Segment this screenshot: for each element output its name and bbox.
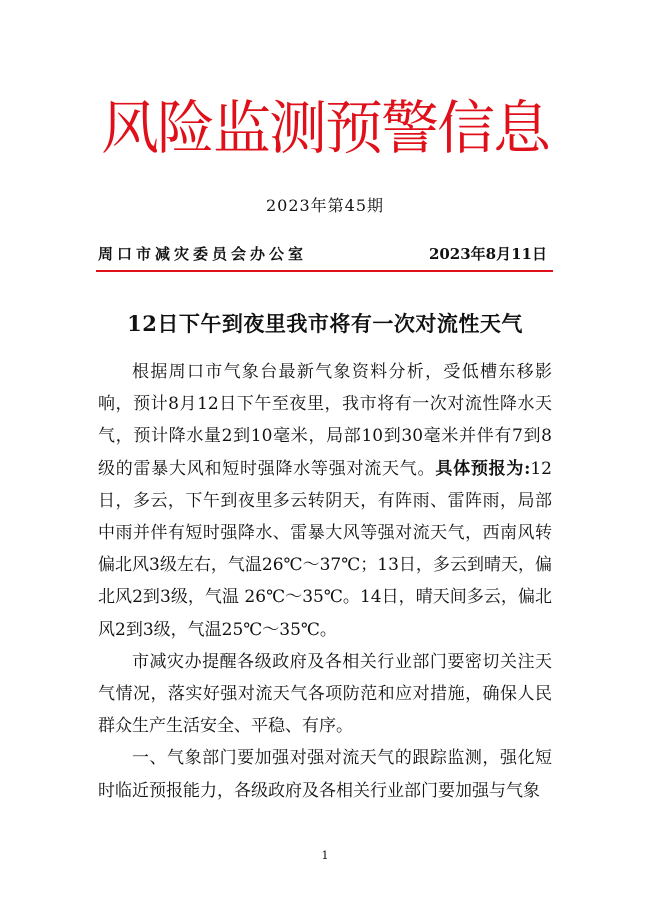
page-number: 1 [321, 849, 329, 862]
paragraph-forecast-summary: 根据周口市气象台最新气象资料分析，受低槽东移影响，预计8月12日下午至夜里，我市将有一次对流性降水天气，预计降水量2到10毫米，局部10到30毫米并伴有7到8级的雷暴大风和短时强降水等强对流天气。 [98, 362, 552, 479]
paragraph-reminder: 市减灾办提醒各级政府及各相关行业部门要密切关注天气情况，落实好强对流天气各项防范和应对措施，确保人民群众生产生活安全、平稳、有序。 [98, 651, 552, 737]
paragraph-forecast-details: 12日，多云，下午到夜里多云转阴天，有阵雨、雷阵雨，局部中雨并伴有短时强降水、雷暴大风等强对流天气，西南风转偏北风3级左右，气温26℃～37℃；13日，多云到晴天，偏北风2到3级，气温 26℃～35℃。14日，晴天间多云，偏北风2到3级，气温25℃～35℃。 [98, 458, 552, 640]
article-body [98, 356, 552, 807]
paragraph-measure-one: 一、气象部门要加强对强对流天气的跟踪监测，强化短时临近预报能力，各级政府及各相关行业部门要加强与气象 [98, 748, 552, 801]
article-headline: 12日下午到夜里我市将有一次对流性天气 [127, 311, 523, 336]
issuer-date-row [98, 243, 551, 269]
red-divider-rule [96, 270, 553, 272]
forecast-details-label: 具体预报为: [435, 458, 531, 479]
issue-date: 2023年8月11日 [428, 245, 547, 263]
issue-number: 2023年第45期 [265, 196, 385, 215]
masthead-title: 风险监测预警信息 [100, 94, 549, 162]
issuer-name: 周口市减灾委员会办公室 [98, 245, 308, 263]
paragraph-forecast [98, 356, 552, 646]
